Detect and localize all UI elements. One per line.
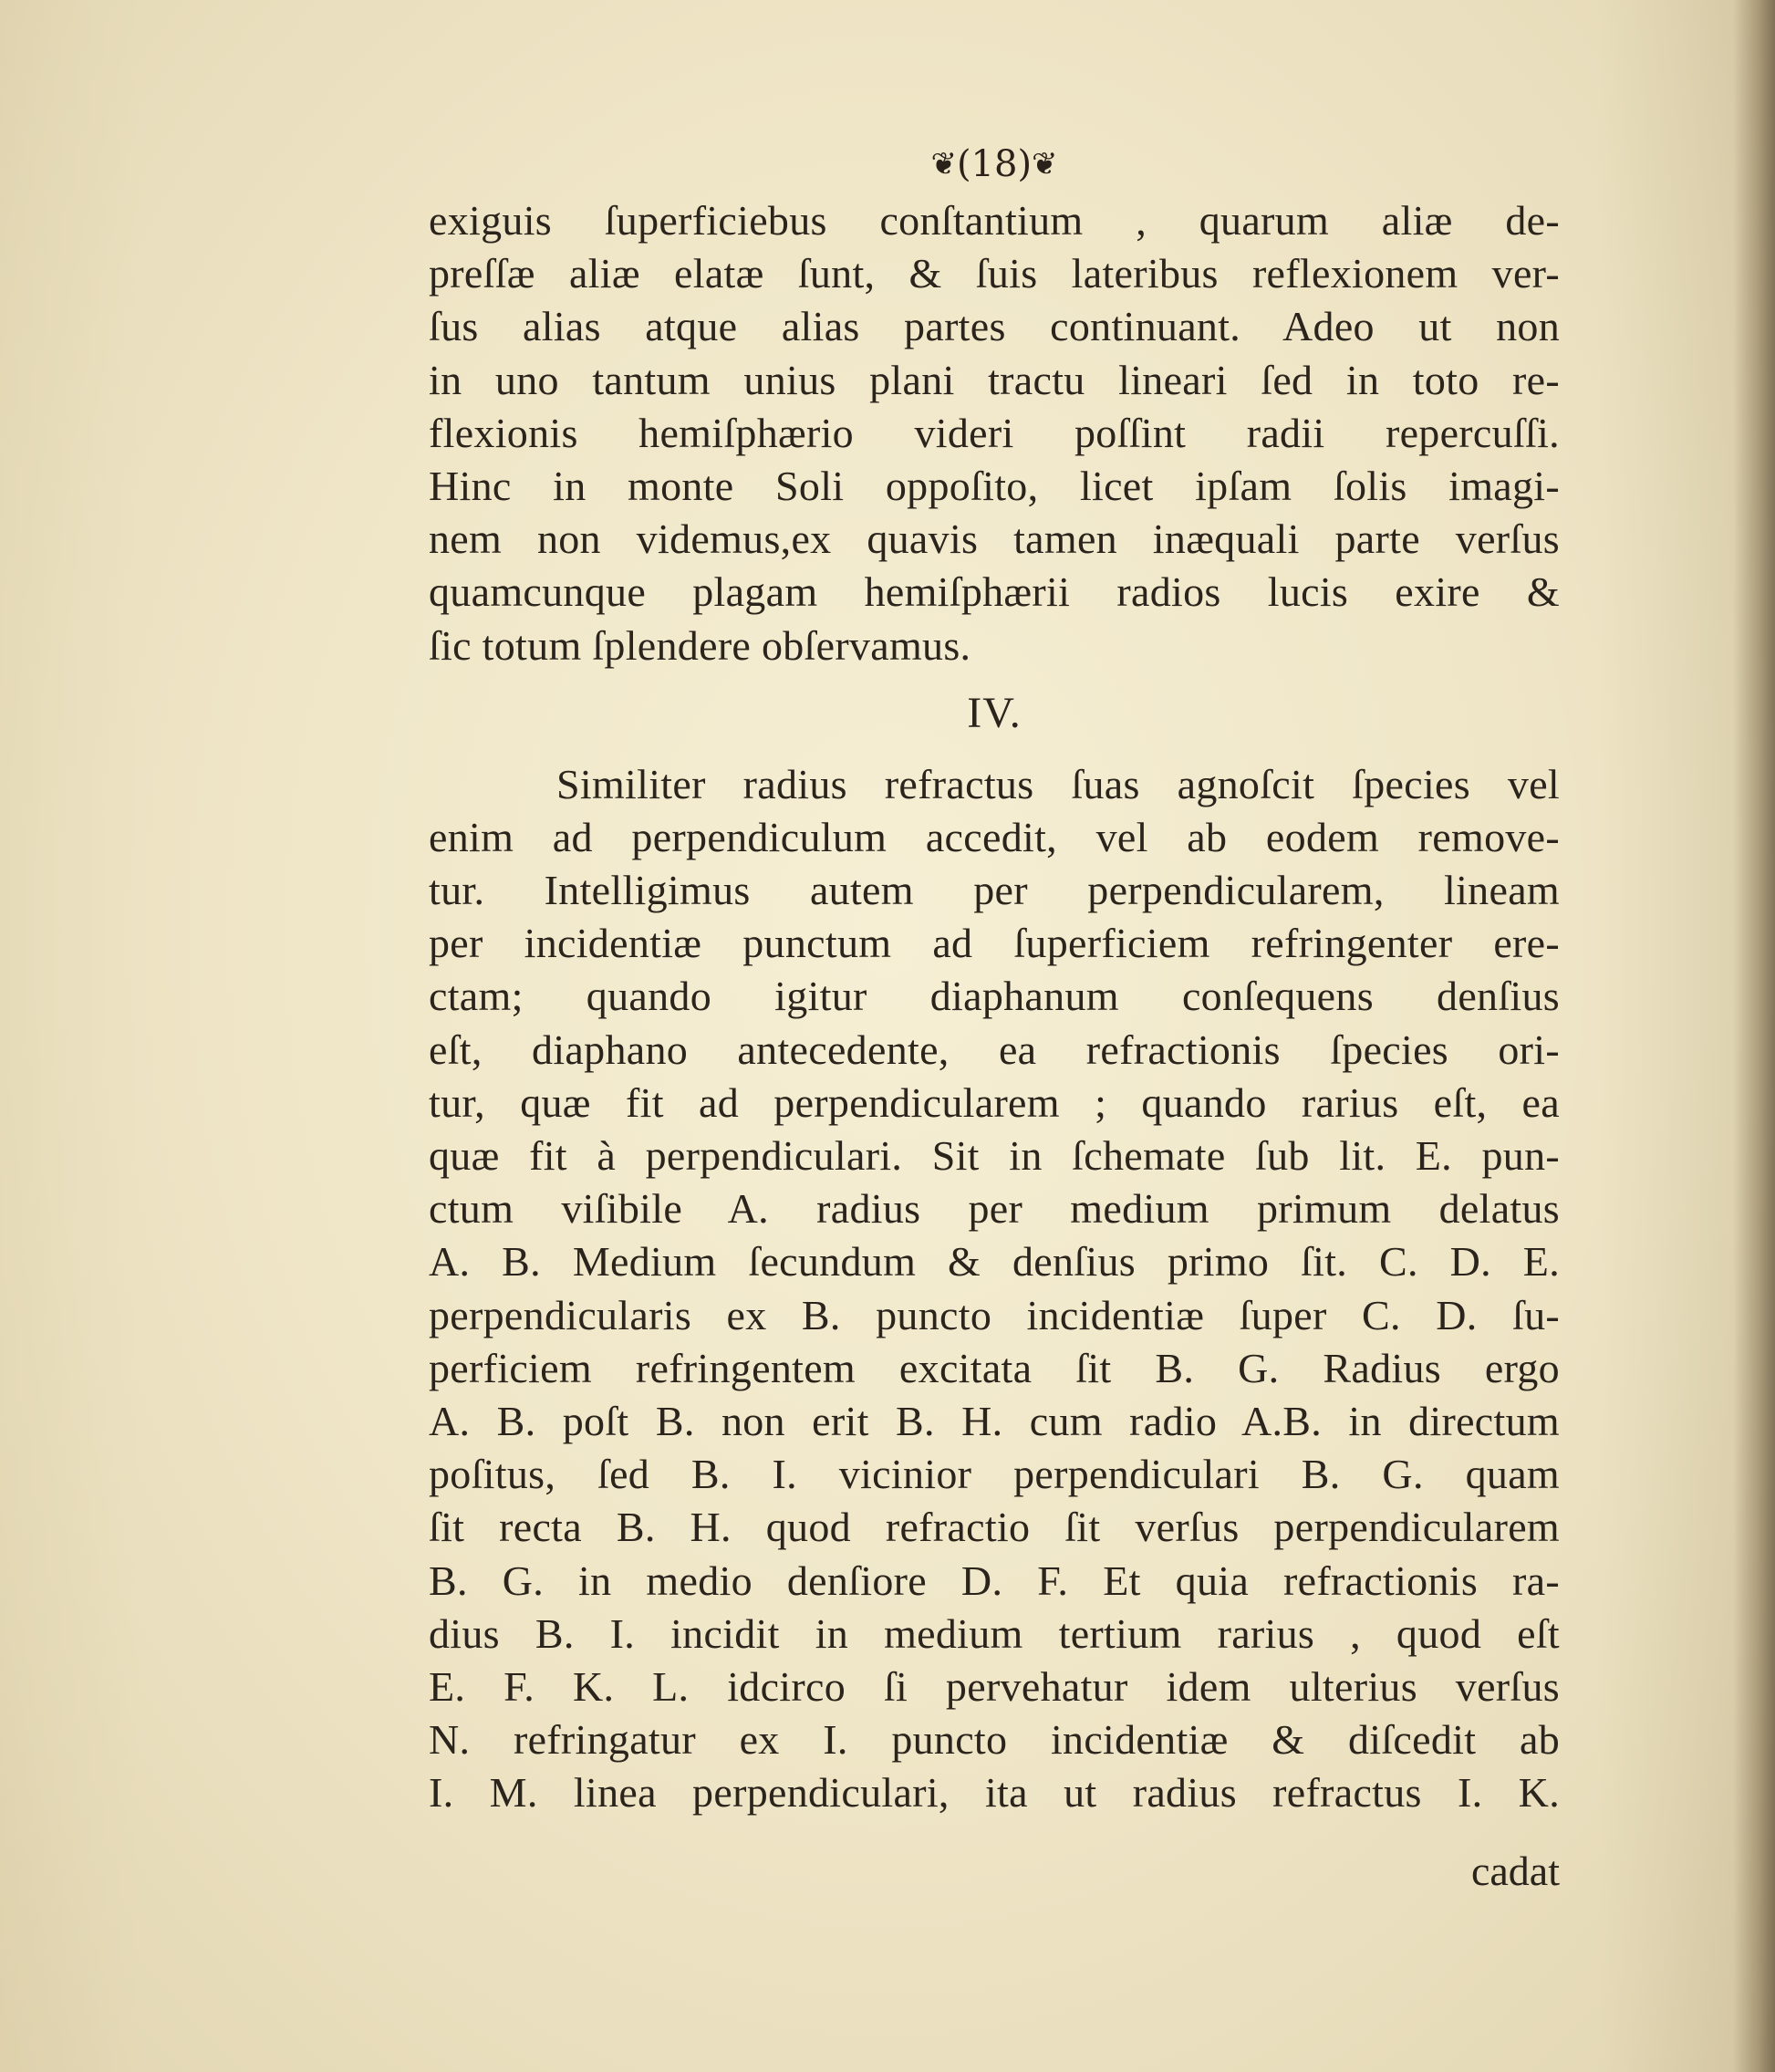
text-line: Hinc in monte Soli oppoſito, licet ipſam ſolis imagi- [429, 462, 1560, 509]
text-line: E. F. K. L. idcirco ſi pervehatur idem ulterius verſus [429, 1662, 1560, 1710]
text-line: Similiter radius refractus ſuas agnoſcit ſpecies vel [556, 760, 1560, 807]
text-line: in uno tantum unius plani tractu lineari ſed in toto re- [429, 356, 1560, 403]
text-line: eſt, diaphano antecedente, ea refractionis ſpecies ori- [429, 1026, 1560, 1073]
text-line: quamcunque plagam hemiſphærii radios lucis exire & [429, 568, 1560, 616]
catchword: cadat [1470, 1848, 1560, 1894]
book-spine-shadow [1733, 0, 1775, 2072]
text-line: ctam; quando igitur diaphanum conſequens denſius [429, 973, 1560, 1020]
text-line: tur, quæ fit ad perpendicularem ; quando rarius eſt, ea [429, 1078, 1560, 1126]
text-line: exiguis ſuperficiebus conſtantium , quarum aliæ de- [429, 197, 1560, 244]
ornament-right-icon: ❦ [1032, 146, 1058, 182]
paragraph-1 [429, 194, 1560, 672]
text-line: nem non videmus,ex quavis tamen inæquali parte verſus [429, 515, 1560, 563]
text-line: perficiem refringentem excitata ſit B. G. Radius ergo [429, 1344, 1560, 1391]
text-line: I. M. linea perpendiculari, ita ut radius refractus I. K. [429, 1769, 1560, 1817]
text-line: A. B. poſt B. non erit B. H. cum radio A.B. in directum [429, 1397, 1560, 1444]
paragraph-2 [429, 758, 1560, 1820]
text-line: ſic totum ſplendere obſervamus. [429, 621, 971, 669]
text-line: B. G. in medio denſiore D. F. Et quia refractionis ra- [429, 1557, 1560, 1604]
section-heading: IV. [967, 688, 1022, 737]
text-line: ctum viſibile A. radius per medium primum delatus [429, 1185, 1560, 1233]
text-line: N. refringatur ex I. puncto incidentiæ & diſcedit ab [429, 1716, 1560, 1764]
text-line: perpendicularis ex B. puncto incidentiæ ſuper C. D. ſu- [429, 1291, 1560, 1338]
text-line: A. B. Medium ſecundum & denſius primo ſit. C. D. E. [429, 1238, 1560, 1286]
text-line: preſſæ aliæ elatæ ſunt, & ſuis lateribus reflexionem ver- [429, 250, 1560, 297]
page-header [429, 141, 1560, 189]
text-line: flexionis hemiſphærio videri poſſint radii repercuſſi. [429, 409, 1560, 456]
text-line: ſus alias atque alias partes continuant. Adeo ut non [429, 303, 1560, 350]
text-line: enim ad perpendiculum accedit, vel ab eodem remove- [429, 813, 1560, 860]
text-line: dius B. I. incidit in medium tertium rarius , quod eſt [429, 1609, 1560, 1657]
main-text [429, 194, 1560, 1819]
text-line: poſitus, ſed B. I. vicinior perpendiculari B. G. quam [429, 1451, 1560, 1498]
text-line: ſit recta B. H. quod refractio ſit verſus perpendicularem [429, 1504, 1560, 1551]
ornament-left-icon: ❦ [930, 146, 957, 182]
text-line: quæ fit à perpendiculari. Sit in ſchemate ſub lit. E. pun- [429, 1132, 1560, 1179]
page-number: (18) [956, 143, 1033, 185]
text-line: tur. Intelligimus autem per perpendicularem, lineam [429, 867, 1560, 914]
text-line: per incidentiæ punctum ad ſuperficiem refringenter ere- [429, 920, 1560, 967]
